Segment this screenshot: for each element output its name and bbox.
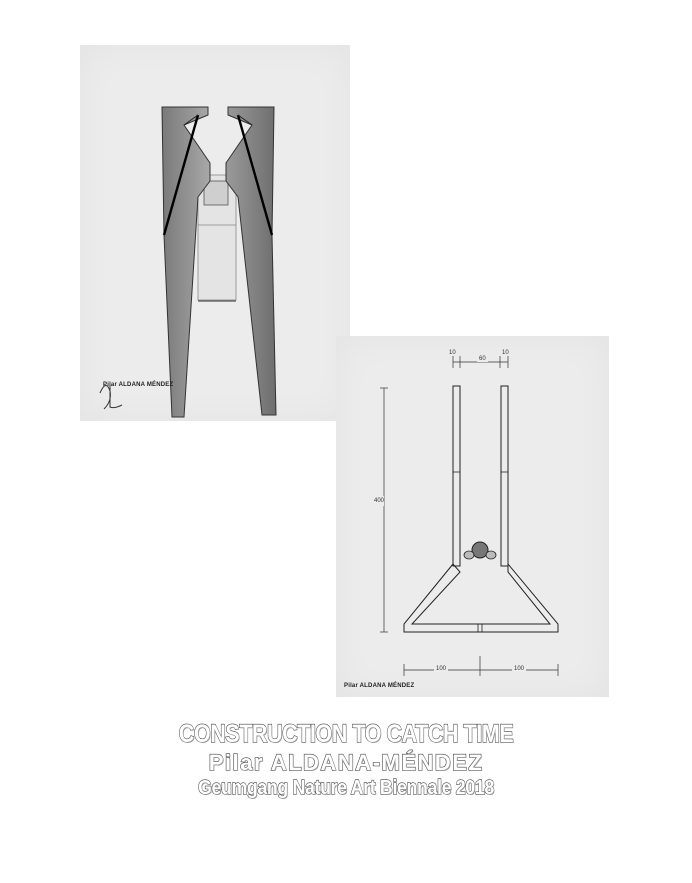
event-name: Geumgang Nature Art Biennale 2018 [198,777,494,800]
sculpture-front-drawing [80,45,350,421]
title-block [0,720,692,800]
artist-name: Pilar ALDANA-MÉNDEZ [208,749,484,775]
dimension-drawing-signature: Pilar ALDANA MÉNDEZ [344,683,415,689]
top-dim-left: 10 [449,350,456,356]
artwork-title: CONSTRUCTION TO CATCH TIME [178,720,514,748]
left-post [453,386,460,566]
top-dim-right: 10 [502,350,509,356]
signature-scribble [100,385,122,409]
dimension-drawing [336,336,609,697]
height-dim: 400 [374,498,385,504]
base-frame [404,564,558,632]
front-sketch [80,45,350,421]
right-post [501,386,508,566]
base-dim-left: 100 [436,666,447,672]
front-sketch-signature: Pilar ALDANA MÉNDEZ [103,382,174,388]
top-dim-middle: 60 [479,356,486,362]
sculpture-dimension-drawing [336,336,609,697]
base-dim-right: 100 [514,666,525,672]
center-knot [472,542,488,558]
